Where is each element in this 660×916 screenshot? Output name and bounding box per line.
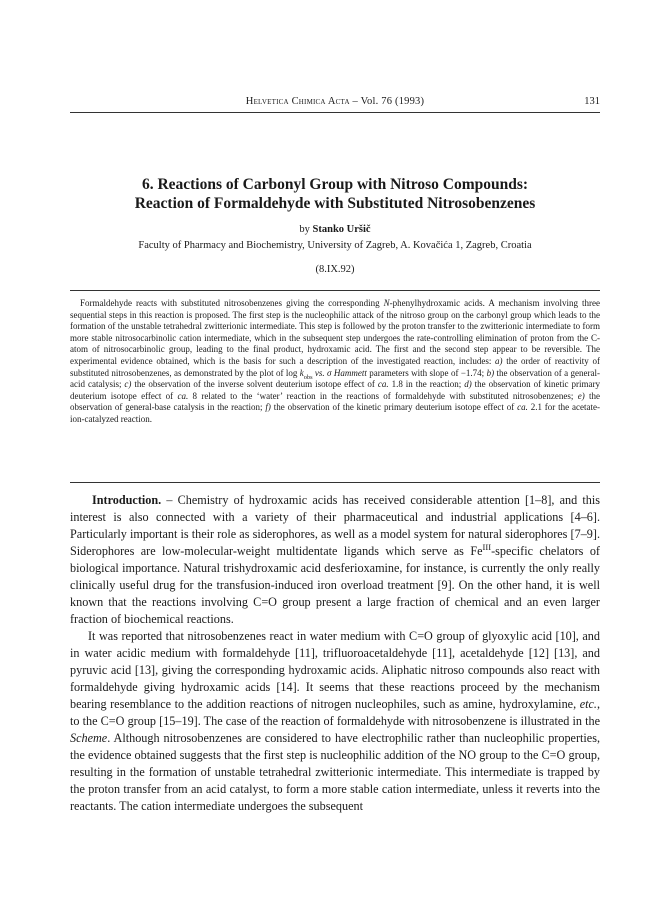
paragraph-text: It was reported that nitrosobenzenes react in water medium with C=O group of glyoxylic acid [10], and in water acidic medium with formaldehyde [11], trifluoroacetaldehyde [11], acetaldehyde [12] [13], and pyruvic acid [13], giving the corresponding hydroxamic acids. Aliphatic nitroso compounds also react with formaldehyde giving hydroxamic acids [14]. It seems that these reactions proceed by the mechanism bearing resemblance to the addition reactions of nitrogen nucleophiles, such as amine, hydroxylamine,	[70, 629, 600, 711]
abstract-text: the order of reactivity of substituted nitrosobenzenes, as demonstrated by the plot of log	[70, 355, 600, 378]
abstract-text: the observation of the inverse solvent deuterium isotope effect of	[131, 379, 378, 390]
paragraph	[70, 492, 600, 628]
author-name: Stanko Uršič	[312, 224, 371, 235]
abstract	[70, 298, 600, 426]
abstract-text: the observation of general-base catalysis in the reaction;	[70, 390, 600, 413]
page-number: 131	[584, 96, 600, 107]
italic-text: etc.	[579, 697, 597, 711]
paragraph-text: . Although nitrosobenzenes are considered to have electrophilic rather than nucleophilic properties, the evidence obtained suggests that the first step is nucleophilic addition of the NO group to the C=O group, resulting in the formation of unstable tetrahedral zwitterionic intermediate. This intermediate is trapped by the proton transfer from an acid catalyst, to form a more stable cation intermediate, unless it reverts into the reactants. The cation intermediate undergoes the subsequent	[70, 731, 600, 813]
journal-name: Helvetica Chimica Acta	[245, 96, 350, 107]
paragraph-text: , to the C=O group [15–19]. The case of the reaction of formaldehyde with nitrosobenzene is illustrated in the	[70, 697, 600, 728]
abstract-italic: vs. σ Hammett	[312, 367, 367, 378]
abstract-text: 1.8 in the reaction;	[388, 379, 465, 390]
affiliation: Faculty of Pharmacy and Biochemistry, University of Zagreb, A. Kovačića 1, Zagreb, Croatia	[138, 240, 532, 251]
section-heading: Introduction.	[92, 493, 162, 507]
abstract-text: the observation of kinetic primary deuterium isotope effect of	[70, 379, 600, 401]
byline	[70, 224, 600, 235]
abstract-italic: ca.	[517, 402, 528, 413]
abstract-item-label: b)	[486, 367, 495, 378]
abstract-text: the observation of the kinetic primary deuterium isotope effect of	[270, 402, 518, 413]
paragraph-text: -specific chelators of biological importance. Natural trishydroxamic acid desferioxamine, for instance, is currently the only really clinically useful drug for the transfusion-induced iron overload treatment [9]. On the other hand, it is well known that the reactions involving C=O group present a large fraction of chemical and an even larger fraction of biochemical reactions.	[70, 544, 600, 626]
paragraph	[70, 628, 600, 815]
title-line-1: 6. Reactions of Carbonyl Group with Nitroso Compounds:	[141, 176, 529, 193]
title-line-2: Reaction of Formaldehyde with Substituted Nitrosobenzenes	[134, 195, 536, 212]
abstract-italic: k	[299, 367, 304, 378]
article-title	[70, 175, 600, 213]
abstract-item-label: e)	[577, 390, 585, 401]
superscript: III	[482, 541, 492, 552]
abstract-text: Formaldehyde reacts with substituted nitrosobenzenes giving the corresponding	[80, 298, 384, 308]
abstract-item-label: d)	[464, 379, 472, 390]
scheme-reference: Scheme	[70, 731, 108, 745]
received-date: (8.IX.92)	[315, 264, 355, 275]
abstract-subscript: obs	[303, 373, 313, 381]
abstract-text: 8 related to the ‘water’ reaction in the reactions of formaldehyde with substituted nitrosobenzenes;	[188, 390, 578, 401]
paragraph-text: – Chemistry of hydroxamic acids has received considerable attention [1–8], and this interest is also connected with a variety of their pharmaceutical and industrial applications [4–6]. Particularly important is their role as siderophores, as well as a model system for natural siderophores [7–9]. Siderophores are low-molecular-weight multidentate ligands which serve as Fe	[70, 493, 600, 558]
abstract-bottom-rule	[70, 482, 600, 483]
abstract-text: parameters with slope of −1.74;	[366, 367, 487, 378]
abstract-text: -phenylhydroxamic acids. A mechanism involving three sequential steps in this reaction is proposed. The first step is the nucleophilic attack of the nitroso group on the carbonyl group which leads to the formation of the unstable tetrahedral zwitterionic intermediate. This step is followed by the proton transfer to the zwitterionic intermediate to form more stable nitrosocarbinolic cation intermediate, which in the subsequent step undergoes the rate-controlling elimination of proton from the C-atom of nitrosocarbinolic group, leading to the final product, hydroxamic acid. The first and the second step appear to be reversible. The experimental evidence obtained, which is the basis for such a description of the investigated reaction, includes:	[70, 298, 600, 366]
abstract-italic: ca.	[177, 390, 189, 401]
running-header	[70, 96, 600, 112]
abstract-item-label: a)	[495, 355, 503, 366]
byline-by: by	[299, 224, 313, 235]
running-title	[70, 96, 600, 107]
abstract-item-label: f)	[265, 402, 271, 413]
main-text	[70, 492, 600, 815]
abstract-top-rule	[70, 290, 600, 291]
abstract-text: the observation of a general-acid catalysis;	[70, 367, 600, 390]
journal-volume: – Vol. 76 (1993)	[352, 96, 425, 107]
abstract-text: 2.1 for the acetate-ion-catalyzed reaction.	[70, 402, 600, 424]
header-rule	[70, 112, 600, 113]
abstract-italic: N	[383, 298, 390, 308]
abstract-item-label: c)	[124, 379, 132, 390]
abstract-italic: ca.	[377, 379, 389, 390]
